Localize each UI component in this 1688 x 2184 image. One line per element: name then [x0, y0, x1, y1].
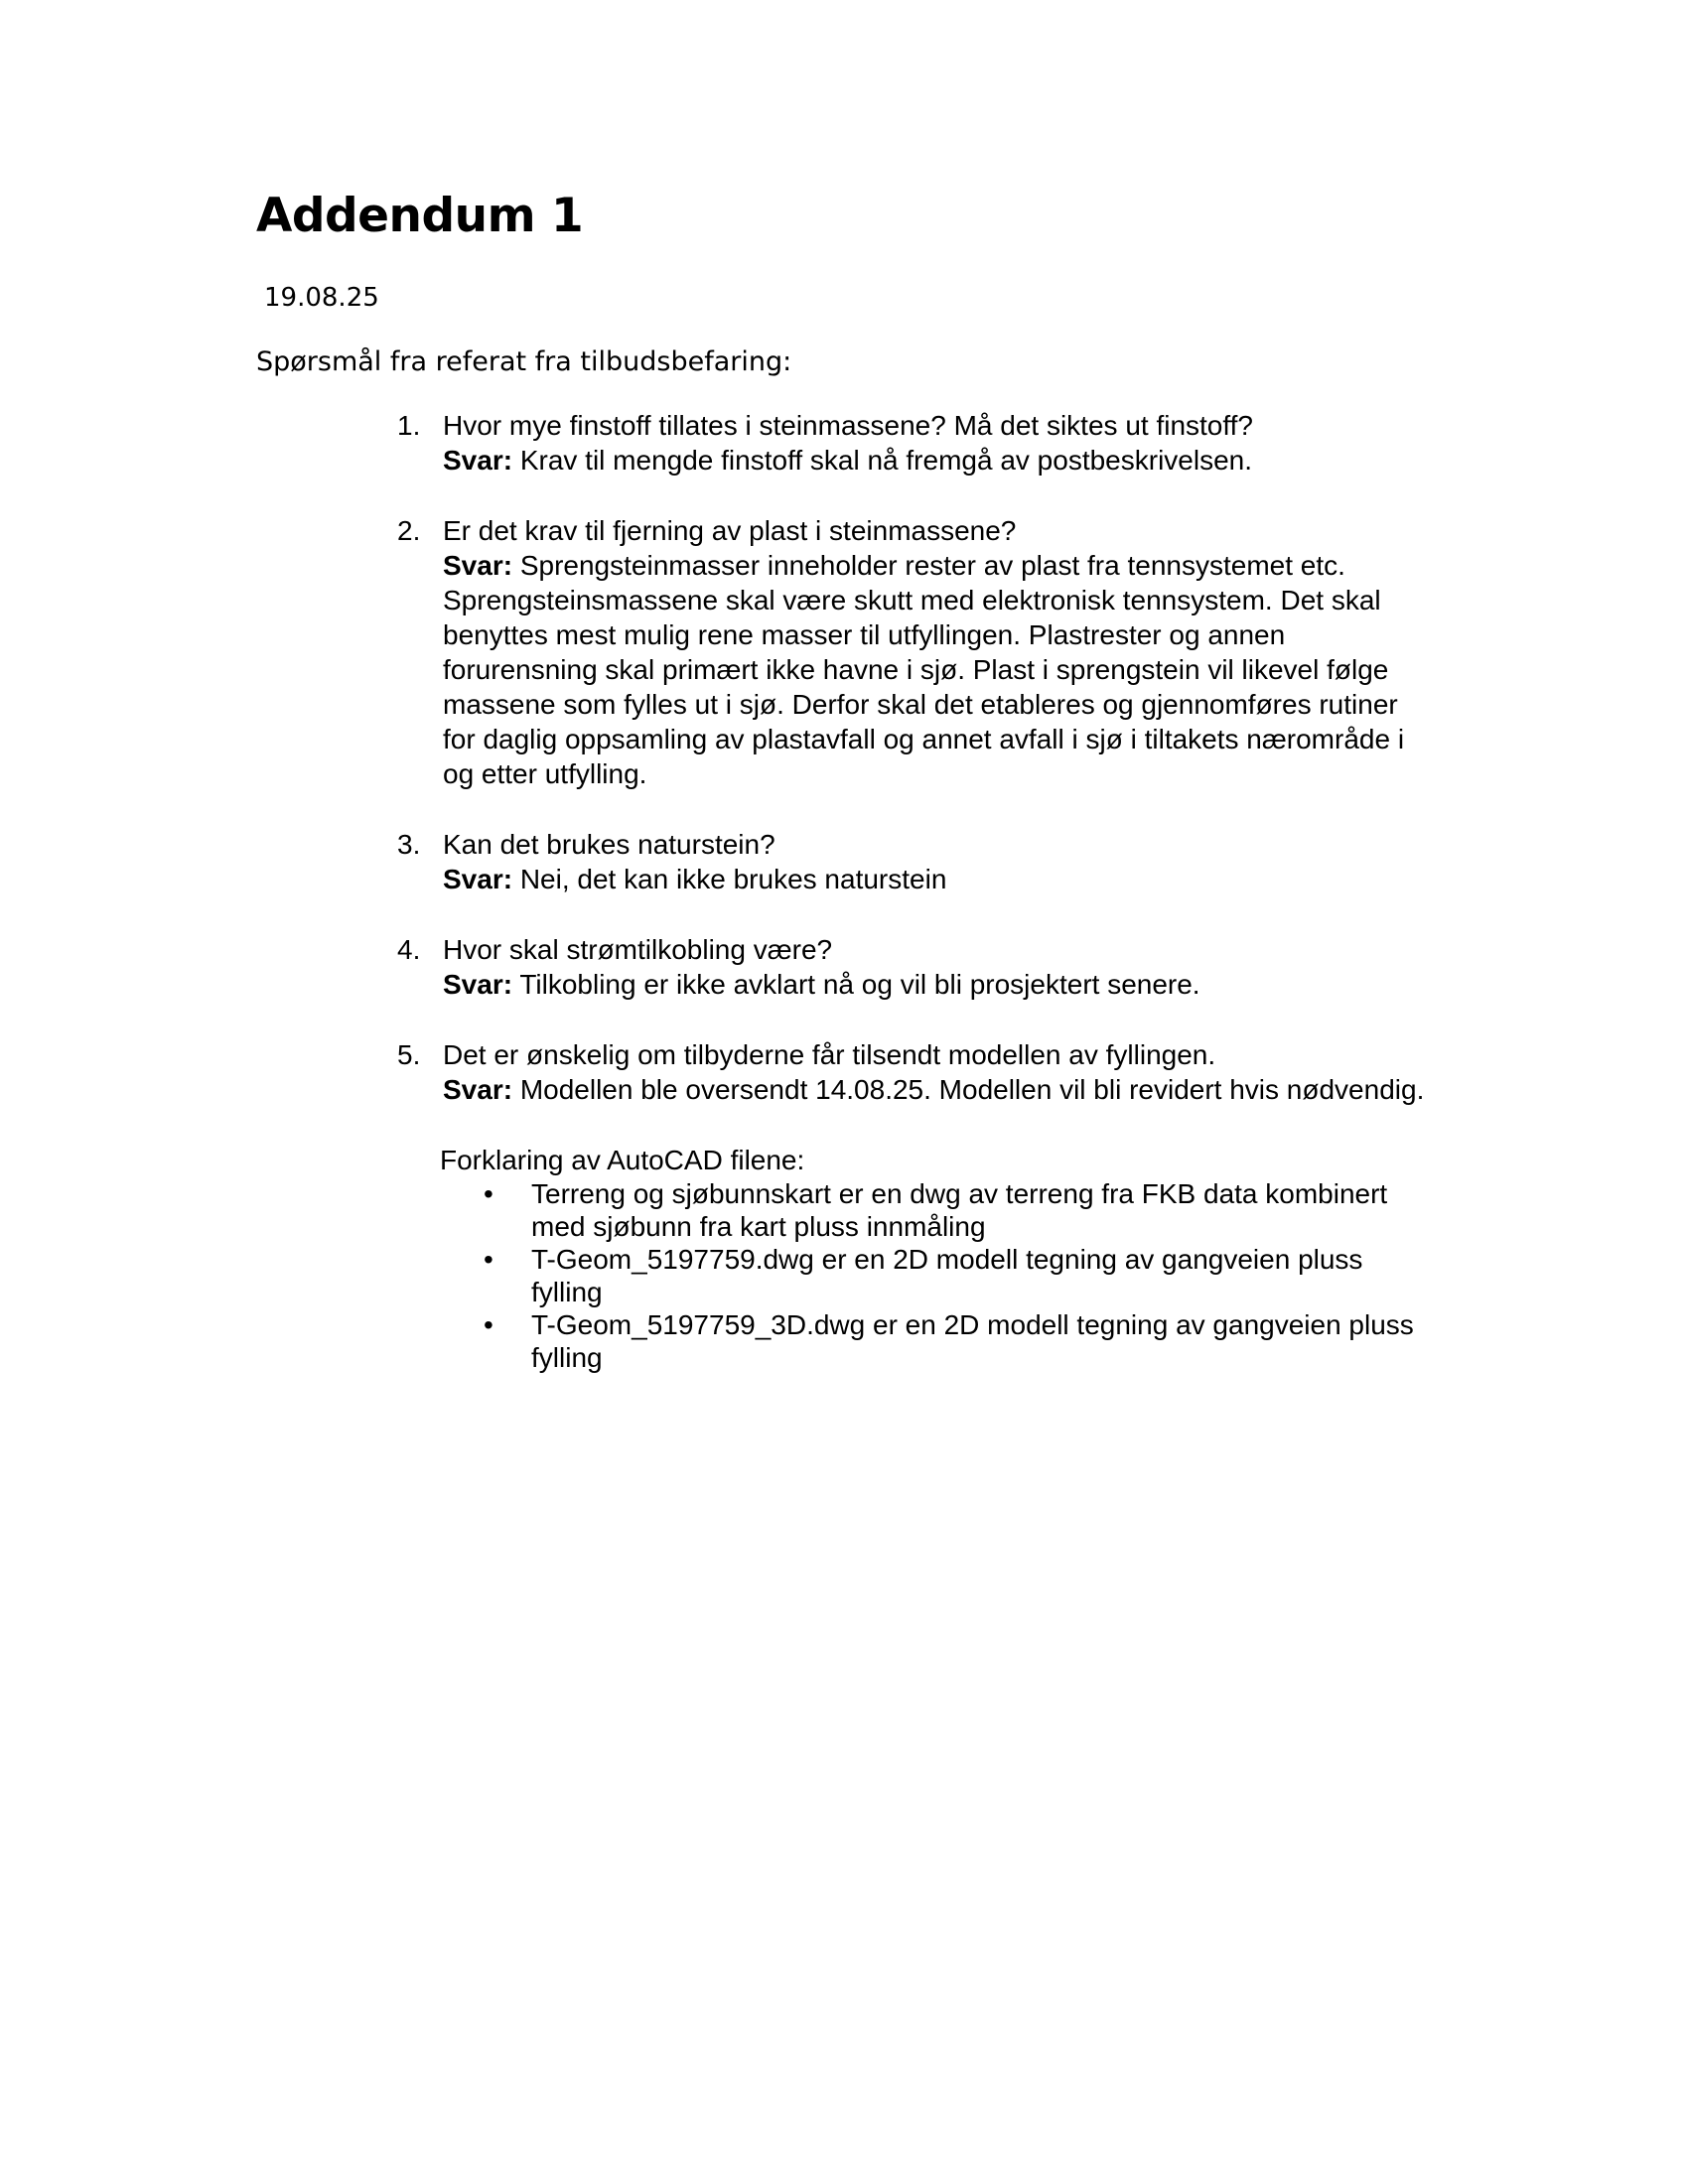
answer-text: Modellen ble oversendt 14.08.25. Modellen vil bli revidert hvis nødvendig. — [519, 1074, 1425, 1105]
document-title: Addendum 1 — [256, 189, 584, 243]
question-number: 5. — [397, 1039, 421, 1070]
question-number: 1. — [397, 410, 421, 441]
answer-text: Nei, det kan ikke brukes naturstein — [519, 864, 947, 894]
question-text: Hvor mye finstoff tillates i steinmassene? Må det siktes ut finstoff? — [443, 410, 1253, 441]
answer-label: Svar: — [443, 550, 513, 581]
question-item-2 — [397, 513, 1430, 791]
explanation-text: T-Geom_5197759.dwg er en 2D modell tegning av gangveien pluss fylling — [531, 1244, 1363, 1307]
answer-label: Svar: — [443, 445, 513, 476]
answer — [443, 548, 1430, 791]
document-date: 19.08.25 — [264, 283, 379, 313]
answer-text: Tilkobling er ikke avklart nå og vil bli prosjektert senere. — [519, 969, 1200, 1000]
answer — [443, 967, 1430, 1002]
answer — [443, 862, 1430, 896]
question-text: Det er ønskelig om tilbyderne får tilsendt modellen av fyllingen. — [443, 1039, 1216, 1070]
answer-label: Svar: — [443, 969, 513, 1000]
question-text: Kan det brukes naturstein? — [443, 829, 775, 860]
question-number: 4. — [397, 934, 421, 965]
explanation-item — [440, 1177, 1430, 1243]
explanation-item — [440, 1243, 1430, 1308]
explanation-text: Terreng og sjøbunnskart er en dwg av terreng fra FKB data kombinert med sjøbunn fra kart pluss innmåling — [531, 1178, 1388, 1242]
bullet-icon: • — [484, 1178, 493, 1209]
question-item-3 — [397, 827, 1430, 896]
question-number: 2. — [397, 515, 421, 546]
question-text: Hvor skal strømtilkobling være? — [443, 934, 833, 965]
explanation-heading: Forklaring av AutoCAD filene: — [440, 1145, 805, 1175]
answer-label: Svar: — [443, 864, 513, 894]
autocad-explanation — [440, 1143, 1430, 1374]
answer — [443, 443, 1430, 478]
question-item-1 — [397, 408, 1430, 478]
intro-text: Spørsmål fra referat fra tilbudsbefaring: — [256, 346, 792, 377]
explanation-text: T-Geom_5197759_3D.dwg er en 2D modell tegning av gangveien pluss fylling — [531, 1309, 1414, 1373]
question-item-5 — [397, 1037, 1430, 1374]
answer-text: Krav til mengde finstoff skal nå fremgå av postbeskrivelsen. — [519, 445, 1253, 476]
answer — [443, 1072, 1430, 1107]
question-number: 3. — [397, 829, 421, 860]
question-list — [397, 408, 1430, 1410]
question-item-4 — [397, 932, 1430, 1002]
answer-text: Sprengsteinmasser inneholder rester av plast fra tennsystemet etc. Sprengsteinsmassene skal være skutt med elektronisk tennsystem. Det skal benyttes mest mulig rene masser til utfyllingen. Plastrester og annen forurensning skal primært ikke havne i sjø. Plast i sprengstein vil likevel følge massene som fylles ut i sjø. Derfor skal det etableres og gjennomføres rutiner for daglig oppsamling av plastavfall og annet avfall i sjø i tiltakets nærområde i og etter utfylling. — [443, 550, 1405, 789]
bullet-icon: • — [484, 1309, 493, 1340]
explanation-list — [440, 1177, 1430, 1374]
bullet-icon: • — [484, 1244, 493, 1275]
answer-label: Svar: — [443, 1074, 513, 1105]
explanation-item — [440, 1308, 1430, 1374]
question-text: Er det krav til fjerning av plast i steinmassene? — [443, 515, 1017, 546]
